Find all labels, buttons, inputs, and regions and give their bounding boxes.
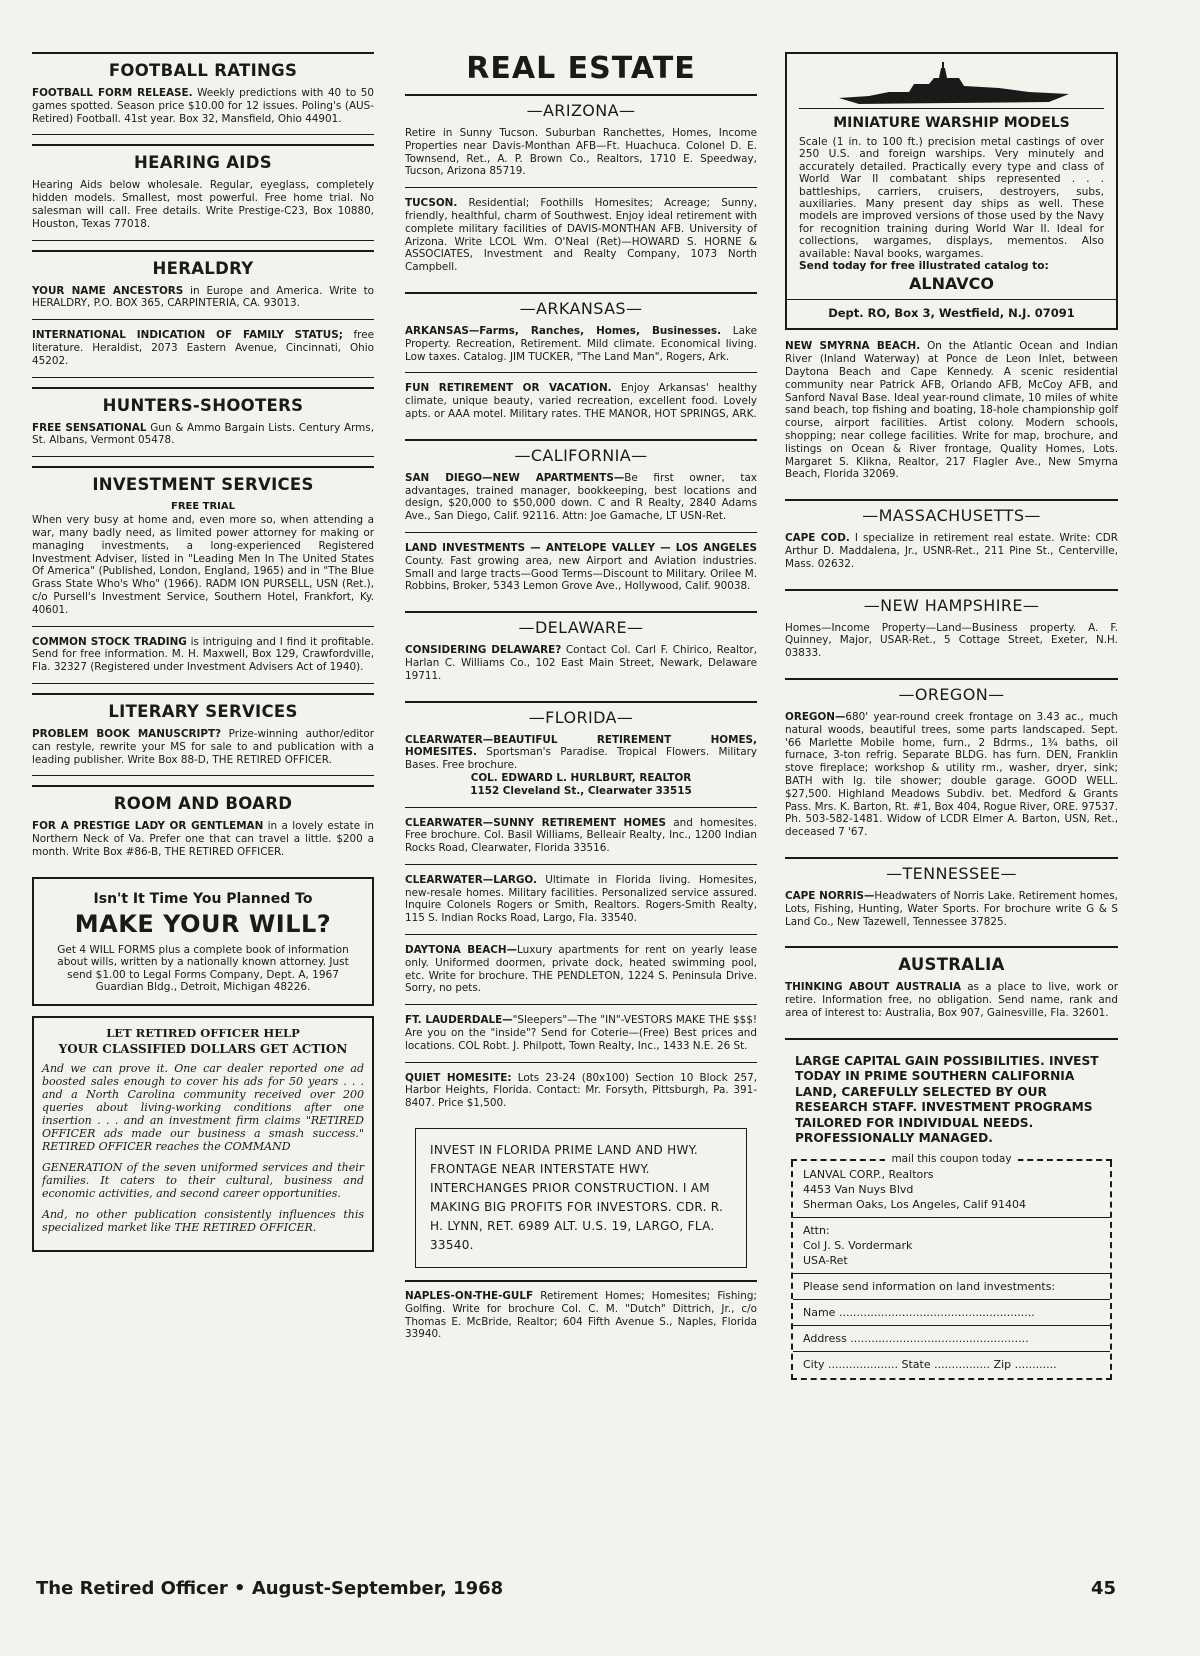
ad-new-hampshire: Homes—Income Property—Land—Business property. A. F. Quinney, Major, USAR-Ret., 5 Cottage Street, Exeter, N.H. 03833. [785,621,1118,660]
coupon [791,1161,1112,1380]
warship-image [799,60,1104,109]
will-question: Isn't It Time You Planned To [93,890,313,907]
help-paragraph-1: And we can prove it. One car dealer reported one ad boosted sales enough to cover his ads for 50 years . . . and a North Carolina community received over 200 queries about living-working conditions after one insertion . . . and an investment firm claims "RETIRED OFFICER ads made our business a smash success." RETIRED OFFICER reaches the COMMAND [42,1061,364,1153]
warship-address: Dept. RO, Box 3, Westfield, N.J. 07091 [787,299,1116,320]
section-heading-literary: LITERARY SERVICES [32,693,374,721]
ad-heraldry-2: INTERNATIONAL INDICATION OF FAMILY STATUS; free literature. Heraldist, 2073 Eastern Avenue, Cincinnati, Ohio 45202. [32,329,374,377]
help-ad-box [32,1016,374,1252]
section-heading-tennessee: —TENNESSEE— [785,857,1118,883]
section-heading-arkansas: —ARKANSAS— [405,292,757,318]
ad-australia: THINKING ABOUT AUSTRALIA as a place to live, work or retire. Information free, no obligation. Send name, rank and area of interest to: Australia, Box 907, Gainesville, Fla. 32601. [785,981,1118,1019]
coupon-address-2: 4453 Van Nuys Blvd [803,1182,914,1196]
ad-florida-3: CLEARWATER—LARGO. Ultimate in Florida living. Homesites, new-resale homes. Military facilities. Personalized service assured. Inquire Colonels Rogers or Smith, Realtors. Rogers-Smith Realty, 115 S. Indian Rocks Road, Largo, Fla. 33540. [405,874,757,935]
section-heading-arizona: —ARIZONA— [405,94,757,120]
ad-delaware: CONSIDERING DELAWARE? Contact Col. Carl F. Chirico, Realtor, Harlan C. Williams Co., 102 East Main Street, Newark, Delaware 19711. [405,644,757,682]
warship-title: MINIATURE WARSHIP MODELS [833,115,1070,131]
coupon-name-field[interactable]: Name ........................................................ [803,1305,1035,1319]
section-heading-california: —CALIFORNIA— [405,439,757,465]
coupon-top-edge [791,1151,1112,1165]
section-heading-australia: AUSTRALIA [785,946,1118,974]
footer-page-number: 45 [1090,1578,1116,1599]
ad-california-2: LAND INVESTMENTS — ANTELOPE VALLEY — LOS ANGELES County. Fast growing area, new Airport and Aviation industries. Small and large tracts—Good Terms—Discount to Military. Orilee M. Robbins, Broker, 5343 Lemon Grove Ave., Hollywood, Calif. 90038. [405,541,757,593]
section-heading-oregon: —OREGON— [785,678,1118,704]
ad-arkansas-1: ARKANSAS—Farms, Ranches, Homes, Businesses. Lake Property. Recreation, Retirement. Mild climate. Economical living. Low taxes. Catalog. JIM TUCKER, "The Land Man", Rogers, Ark. [405,325,757,373]
investment-subhead: FREE TRIAL [170,501,236,513]
coupon-city-field[interactable]: City .................... State ................ Zip ............ [803,1357,1057,1371]
section-heading-hunters: HUNTERS-SHOOTERS [32,387,374,415]
ad-florida-6: QUIET HOMESITE: Lots 23-24 (80x100) Section 10 Block 257, Harbor Heights, Florida. Contact: Mr. Forsyth, Pittsburgh, Pa. 391-8407. Price $1,500. [405,1071,757,1110]
ad-massachusetts: CAPE COD. I specialize in retirement real estate. Write: CDR Arthur D. Maddalena, Jr., USNR-Ret., 211 Pine St., Centerville, Mass. 02632. [785,532,1118,570]
will-ad-box [32,877,374,1006]
ad-california-1: SAN DIEGO—NEW APARTMENTS—Be first owner, tax advantages, trained manager, bookkeeping, best locations and design, $20,000 to $50,000 down. C and R Realty, 2840 Adams Ave., San Diego, Calif. 92116. Attn: Joe Gamache, LT USN-Ret. [405,472,757,533]
ad-heraldry-1: YOUR NAME ANCESTORS in Europe and America. Write to HERALDRY, P.O. BOX 365, CARPINTERIA, CA. 93013. [32,285,374,321]
ad-florida-4: DAYTONA BEACH—Luxury apartments for rent on yearly lease only. Uniformed doormen, private dock, heated swimming pool, etc. Write for brochure. THE PENDLETON, 1224 S. Peninsula Drive. Sorry, no pets. [405,944,757,1005]
coupon-attn: Attn: [803,1223,830,1237]
ad-arizona-2: TUCSON. Residential; Foothills Homesites; Acreage; Sunny, friendly, healthful, charm of Southwest. Enjoy ideal retirement with complete military facilities of DAVIS-MONTHAN AFB. University of Arizona. Write LCOL Wm. O'Neal (Ret)—HOWARD S. HORNE & ASSOCIATES, Investment and Realty Company, 1073 North Campbell. [405,197,757,274]
warship-icon [799,60,1108,108]
help-paragraph-3: And, no other publication consistently influences this specialized market like THE RETIRED OFFICER. [42,1207,364,1234]
coupon-attn-title: USA-Ret [803,1253,848,1267]
footer-publication: The Retired Officer • August-September, 1968 [36,1578,504,1599]
coupon-attn-name: Col J. S. Vordermark [803,1238,913,1252]
ad-florida-naples: NAPLES-ON-THE-GULF Retirement Homes; Homesites; Fishing; Golfing. Write for brochure Col. C. M. "Dutch" Dittrich, Jr., c/o Thomas E. McBride, Realtor; 604 Fifth Avenue S., Naples, Florida 33940. [405,1280,757,1350]
section-heading-new-hampshire: —NEW HAMPSHIRE— [785,589,1118,615]
will-headline: MAKE YOUR WILL? [74,909,332,938]
will-body: Get 4 WILL FORMS plus a complete book of information about wills, written by a nationally known attorney. Just send $1.00 to Legal Forms Company, Dept. A, 1967 Guardian Bldg., Detroit, Michigan 48226. [57,943,349,994]
section-heading-hearing: HEARING AIDS [32,144,374,172]
section-heading-room: ROOM AND BOARD [32,785,374,813]
ad-room: FOR A PRESTIGE LADY OR GENTLEMAN in a lovely estate in Northern Neck of Va. Prefer one that can travel a little. $200 a month. Write Box #86-B, THE RETIRED OFFICER. [32,820,374,858]
help-heading-1: LET RETIRED OFFICER HELP [106,1025,300,1040]
lanval-ad [785,1038,1118,1380]
column-left [32,52,374,1252]
florida-invest-box: INVEST IN FLORIDA PRIME LAND AND HWY. FRONTAGE NEAR INTERSTATE HWY. INTERCHANGES PRIOR CONSTRUCTION. I AM MAKING BIG PROFITS FOR INVESTORS. CDR. R. H. LYNN, RET. 6989 ALT. U.S. 19, LARGO, FLA. 33540. [415,1128,747,1268]
ad-literary: PROBLEM BOOK MANUSCRIPT? Prize-winning author/editor can restyle, rewrite your MS for sale to and publication with a leading publisher. Write Box 88-D, THE RETIRED OFFICER. [32,728,374,776]
section-heading-delaware: —DELAWARE— [405,611,757,637]
warship-body: Scale (1 in. to 100 ft.) precision metal castings of over 250 U.S. and foreign warships. Very minutely and accurately detailed. Practically every type and class of World War II combatant ships represented . . . battleships, carriers, cruisers, destroyers, subs, auxiliaries. Many present day ships as well. These models are improved versions of those used by the Navy for recognition training during World War II. Ideal for collections, wargames, displays, mementos. Also available: Naval books, wargames. [799,136,1104,260]
ad-florida-2: CLEARWATER—SUNNY RETIREMENT HOMES and homesites. Free brochure. Col. Basil Williams, Belleair Realty, Inc., 1200 Indian Rocks Road, Clearwater, Florida 33516. [405,817,757,865]
warship-brand: ALNAVCO [909,274,994,294]
ad-new-smyrna: NEW SMYRNA BEACH. On the Atlantic Ocean and Indian River (Inland Waterway) at Ponce de Leon Inlet, between Daytona Beach and Cape Kennedy. A scenic residential community near Patrick AFB, Orlando AFB, McCoy AFB, and Sanford Naval Base. Ideal year-round climate, 10 miles of white sand beach, top fishing and boating, 18-hole championship golf course, airport facilities. Artist colony. Modern schools, shopping; near college facilities. Write for map, brochure, and listings on Ocean & River frontage, Quality Homes, Lots. Margaret S. Klikna, Realtor, 217 Flagler Ave., New Smyrna Beach, Florida 32069. [785,340,1118,481]
ad-florida-5: FT. LAUDERDALE—"Sleepers"—The "IN"-VESTORS MAKE THE $$$! Are you on the "inside"? Send for Coterie—(Free) Best prices and locations. COL Robt. J. Philpott, Town Realty, Inc., 1433 N.E. 26 St. [405,1014,757,1062]
ad-oregon: OREGON—680' year-round creek frontage on 3.43 ac., much natural woods, beautiful trees, some parts landscaped. Sept. '66 Marlette Mobile home, furn., 2 Bdrms., 1¾ baths, oil furnace, 3-ton refrig. Separate BLDG. has furn. DEN, Franklin stove fireplace; workshop & utility rm., washer, dryer, sink; BATH with lg. tile shower; double garage. GOOD WELL. $27,500. Highland Meadows Subdiv. bet. Medford & Grants Pass. Mrs. K. Barton, Rt. #1, Box 404, Rogue River, ORE. 97537. Ph. 503-582-1481. Widow of LCDR Elmer A. Barton, USN, Ret., deceased 7 '67. [785,711,1118,839]
ad-hearing: Hearing Aids below wholesale. Regular, eyeglass, completely hidden models. Smallest, most powerful. Free home trial. No salesman will call. Free details. Write Prestige-C23, Box 10880, Houston, Texas 77018. [32,179,374,240]
coupon-label: mail this coupon today [885,1153,1017,1165]
ad-florida-1: CLEARWATER—BEAUTIFUL RETIREMENT HOMES, HOMESITES. Sportsman's Paradise. Tropical Flowers. Military Bases. Free brochure. COL. EDWARD L. HURLBURT, REALTOR 1152 Cleveland St., Clearwater 33515 [405,734,757,808]
real-estate-title: REAL ESTATE [466,51,696,86]
coupon-address-field[interactable]: Address ................................................... [803,1331,1029,1345]
section-heading-florida: —FLORIDA— [405,701,757,727]
lanval-headline: LARGE CAPITAL GAIN POSSIBILITIES. INVEST TODAY IN PRIME SOUTHERN CALIFORNIA LAND, CAREFULLY SELECTED BY OUR RESEARCH STAFF. INVESTMENT PROGRAMS TAILORED FOR INDIVIDUAL NEEDS. PROFESSIONALLY MANAGED. [795,1053,1099,1146]
section-heading-investment: INVESTMENT SERVICES [32,466,374,494]
section-heading-massachusetts: —MASSACHUSETTS— [785,499,1118,525]
ad-arkansas-2: FUN RETIREMENT OR VACATION. Enjoy Arkansas' healthy climate, unique beauty, varied recreation, excellent food. Lovely apts. or AAA motel. Military rates. THE MANOR, HOT SPRINGS, ARK. [405,382,757,420]
ad-investment-2: COMMON STOCK TRADING is intriguing and I find it profitable. Send for free information. M. H. Maxwell, Box 129, Crawfordville, Fla. 32327 (Registered under Investment Advisers Act of 1940). [32,636,374,684]
section-heading-football: FOOTBALL RATINGS [32,52,374,80]
section-heading-heraldry: HERALDRY [32,250,374,278]
help-heading-2: YOUR CLASSIFIED DOLLARS GET ACTION [58,1041,348,1056]
coupon-address-1: LANVAL CORP., Realtors [803,1167,934,1181]
column-middle [405,52,757,1359]
warship-send: Send today for free illustrated catalog to: [799,260,1049,273]
help-paragraph-2: GENERATION of the seven uniformed services and their families. It caters to their cultural, business and economic activities, and second career opportunities. [42,1160,364,1200]
warship-ad-box [785,52,1118,330]
ad-arizona-1: Retire in Sunny Tucson. Suburban Ranchettes, Homes, Income Properties near Davis-Monthan AFB—Ft. Huachuca. Colonel D. E. Townsend, Ret., A. P. Brown Co., Realtors, 1710 E. Speedway, Tucson, Arizona 85719. [405,127,757,188]
coupon-please: Please send information on land investments: [803,1279,1056,1293]
ad-football: FOOTBALL FORM RELEASE. Weekly predictions with 40 to 50 games spotted. Season price $10.00 for 12 issues. Poling's (AUS-Retired) Football. 41st year. Box 32, Mansfield, Ohio 44901. [32,87,374,135]
ad-hunters: FREE SENSATIONAL Gun & Ammo Bargain Lists. Century Arms, St. Albans, Vermont 05478. [32,422,374,458]
column-right [785,52,1118,1380]
ad-tennessee: CAPE NORRIS—Headwaters of Norris Lake. Retirement homes, Lots, Fishing, Hunting, Water Sports. For brochure write G & S Land Co., New Tazewell, Tennessee 37825. [785,889,1118,928]
coupon-address-3: Sherman Oaks, Los Angeles, Calif 91404 [803,1197,1027,1211]
ad-investment-1: When very busy at home and, even more so, when attending a war, many badly need, as limited power attorney for making or managing investments, a long-experienced Registered Investment Adviser, listed in "Leading Men In The United States Of America" (Published, London, England, 1965) and in "The Blue Grass State Who's Who" (1966). RADM ION PURSELL, USN (Ret.), c/o Pursell's Investment Service, Southern Hotel, Frankfort, Ky. 40601. [32,514,374,626]
